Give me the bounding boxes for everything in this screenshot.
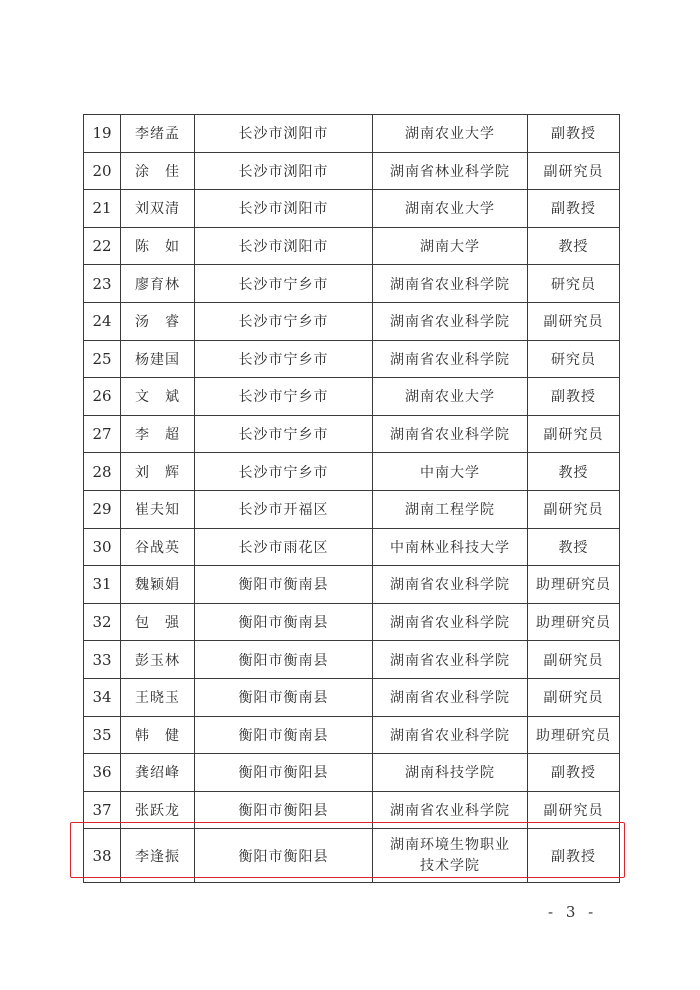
job-title-cell: 助理研究员: [528, 566, 620, 604]
row-number-cell: 36: [84, 754, 121, 792]
job-title-cell: 教授: [528, 528, 620, 566]
table-row: [84, 716, 620, 754]
expert-name-cell: 刘双清: [121, 190, 195, 228]
row-number-cell: 35: [84, 716, 121, 754]
job-title-cell: 副研究员: [528, 302, 620, 340]
expert-name-cell: 廖育林: [121, 265, 195, 303]
expert-name-cell: 李 超: [121, 415, 195, 453]
expert-name-cell: 魏颖娟: [121, 566, 195, 604]
table-row: [84, 566, 620, 604]
table-row: [84, 603, 620, 641]
region-cell: 长沙市宁乡市: [195, 453, 373, 491]
row-number-cell: 20: [84, 152, 121, 190]
expert-name-cell: 文 斌: [121, 378, 195, 416]
table-row: [84, 302, 620, 340]
organization-cell: 湖南省农业科学院: [373, 265, 528, 303]
region-cell: 衡阳市衡南县: [195, 678, 373, 716]
region-cell: 长沙市浏阳市: [195, 190, 373, 228]
table-row: [84, 528, 620, 566]
table-row: [84, 791, 620, 829]
region-cell: 长沙市宁乡市: [195, 302, 373, 340]
organization-cell: 湖南省农业科学院: [373, 566, 528, 604]
organization-cell: 湖南大学: [373, 227, 528, 265]
job-title-cell: 副教授: [528, 378, 620, 416]
organization-cell: 湖南农业大学: [373, 378, 528, 416]
region-cell: 长沙市浏阳市: [195, 227, 373, 265]
region-cell: 衡阳市衡阳县: [195, 829, 373, 883]
table-row: [84, 641, 620, 679]
region-cell: 衡阳市衡南县: [195, 641, 373, 679]
expert-name-cell: 汤 睿: [121, 302, 195, 340]
organization-cell: 湖南农业大学: [373, 115, 528, 153]
row-number-cell: 29: [84, 490, 121, 528]
table-row: [84, 378, 620, 416]
organization-cell: 湖南农业大学: [373, 190, 528, 228]
row-number-cell: 32: [84, 603, 121, 641]
organization-cell: 湖南工程学院: [373, 490, 528, 528]
expert-name-cell: 刘 辉: [121, 453, 195, 491]
organization-cell: 湖南科技学院: [373, 754, 528, 792]
region-cell: 长沙市宁乡市: [195, 378, 373, 416]
organization-cell: 湖南省农业科学院: [373, 716, 528, 754]
job-title-cell: 助理研究员: [528, 716, 620, 754]
roster-body: [84, 115, 620, 883]
job-title-cell: 教授: [528, 453, 620, 491]
row-number-cell: 38: [84, 829, 121, 883]
page-number: - 3 -: [548, 903, 598, 921]
job-title-cell: 副教授: [528, 829, 620, 883]
region-cell: 衡阳市衡阳县: [195, 754, 373, 792]
expert-name-cell: 李绪孟: [121, 115, 195, 153]
row-number-cell: 23: [84, 265, 121, 303]
row-number-cell: 27: [84, 415, 121, 453]
region-cell: 衡阳市衡南县: [195, 566, 373, 604]
table-row: [84, 152, 620, 190]
organization-cell: 湖南省农业科学院: [373, 340, 528, 378]
expert-name-cell: 包 强: [121, 603, 195, 641]
row-number-cell: 21: [84, 190, 121, 228]
expert-name-cell: 谷战英: [121, 528, 195, 566]
table-row: [84, 265, 620, 303]
row-number-cell: 28: [84, 453, 121, 491]
expert-roster-table: [83, 114, 620, 883]
row-number-cell: 22: [84, 227, 121, 265]
region-cell: 长沙市浏阳市: [195, 152, 373, 190]
table-row: [84, 415, 620, 453]
organization-cell: 湖南省农业科学院: [373, 641, 528, 679]
region-cell: 长沙市宁乡市: [195, 265, 373, 303]
region-cell: 衡阳市衡阳县: [195, 791, 373, 829]
table-row: [84, 490, 620, 528]
region-cell: 衡阳市衡南县: [195, 716, 373, 754]
organization-cell: 湖南省农业科学院: [373, 678, 528, 716]
row-number-cell: 26: [84, 378, 121, 416]
job-title-cell: 副研究员: [528, 152, 620, 190]
region-cell: 长沙市浏阳市: [195, 115, 373, 153]
row-number-cell: 19: [84, 115, 121, 153]
organization-cell: 湖南省农业科学院: [373, 791, 528, 829]
region-cell: 衡阳市衡南县: [195, 603, 373, 641]
row-number-cell: 31: [84, 566, 121, 604]
expert-name-cell: 涂 佳: [121, 152, 195, 190]
job-title-cell: 副教授: [528, 115, 620, 153]
organization-cell: 湖南省农业科学院: [373, 302, 528, 340]
row-number-cell: 34: [84, 678, 121, 716]
table-row: [84, 453, 620, 491]
organization-line-2: 技术学院: [420, 857, 480, 874]
expert-name-cell: 张跃龙: [121, 791, 195, 829]
job-title-cell: 副研究员: [528, 641, 620, 679]
job-title-cell: 教授: [528, 227, 620, 265]
table-row: [84, 678, 620, 716]
table-row: [84, 829, 620, 883]
table-row: [84, 227, 620, 265]
row-number-cell: 33: [84, 641, 121, 679]
region-cell: 长沙市开福区: [195, 490, 373, 528]
job-title-cell: 副研究员: [528, 791, 620, 829]
expert-name-cell: 杨建国: [121, 340, 195, 378]
job-title-cell: 研究员: [528, 265, 620, 303]
expert-name-cell: 崔夫知: [121, 490, 195, 528]
job-title-cell: 副研究员: [528, 415, 620, 453]
table-row: [84, 190, 620, 228]
job-title-cell: 副教授: [528, 190, 620, 228]
expert-name-cell: 陈 如: [121, 227, 195, 265]
organization-cell: 湖南省农业科学院: [373, 603, 528, 641]
organization-line-1: 湖南环境生物职业: [390, 836, 510, 853]
table-row: [84, 754, 620, 792]
row-number-cell: 30: [84, 528, 121, 566]
job-title-cell: 副教授: [528, 754, 620, 792]
region-cell: 长沙市宁乡市: [195, 415, 373, 453]
table-row: [84, 115, 620, 153]
organization-cell: 湖南省林业科学院: [373, 152, 528, 190]
expert-name-cell: 王晓玉: [121, 678, 195, 716]
table-row: [84, 340, 620, 378]
job-title-cell: 副研究员: [528, 490, 620, 528]
job-title-cell: 研究员: [528, 340, 620, 378]
expert-name-cell: 龚绍峰: [121, 754, 195, 792]
expert-name-cell: 韩 健: [121, 716, 195, 754]
organization-cell: 湖南省农业科学院: [373, 415, 528, 453]
region-cell: 长沙市雨花区: [195, 528, 373, 566]
row-number-cell: 37: [84, 791, 121, 829]
expert-name-cell: 彭玉林: [121, 641, 195, 679]
region-cell: 长沙市宁乡市: [195, 340, 373, 378]
job-title-cell: 助理研究员: [528, 603, 620, 641]
row-number-cell: 24: [84, 302, 121, 340]
organization-cell: [373, 829, 528, 883]
row-number-cell: 25: [84, 340, 121, 378]
organization-cell: 中南大学: [373, 453, 528, 491]
job-title-cell: 副研究员: [528, 678, 620, 716]
expert-name-cell: 李逢振: [121, 829, 195, 883]
organization-cell: 中南林业科技大学: [373, 528, 528, 566]
